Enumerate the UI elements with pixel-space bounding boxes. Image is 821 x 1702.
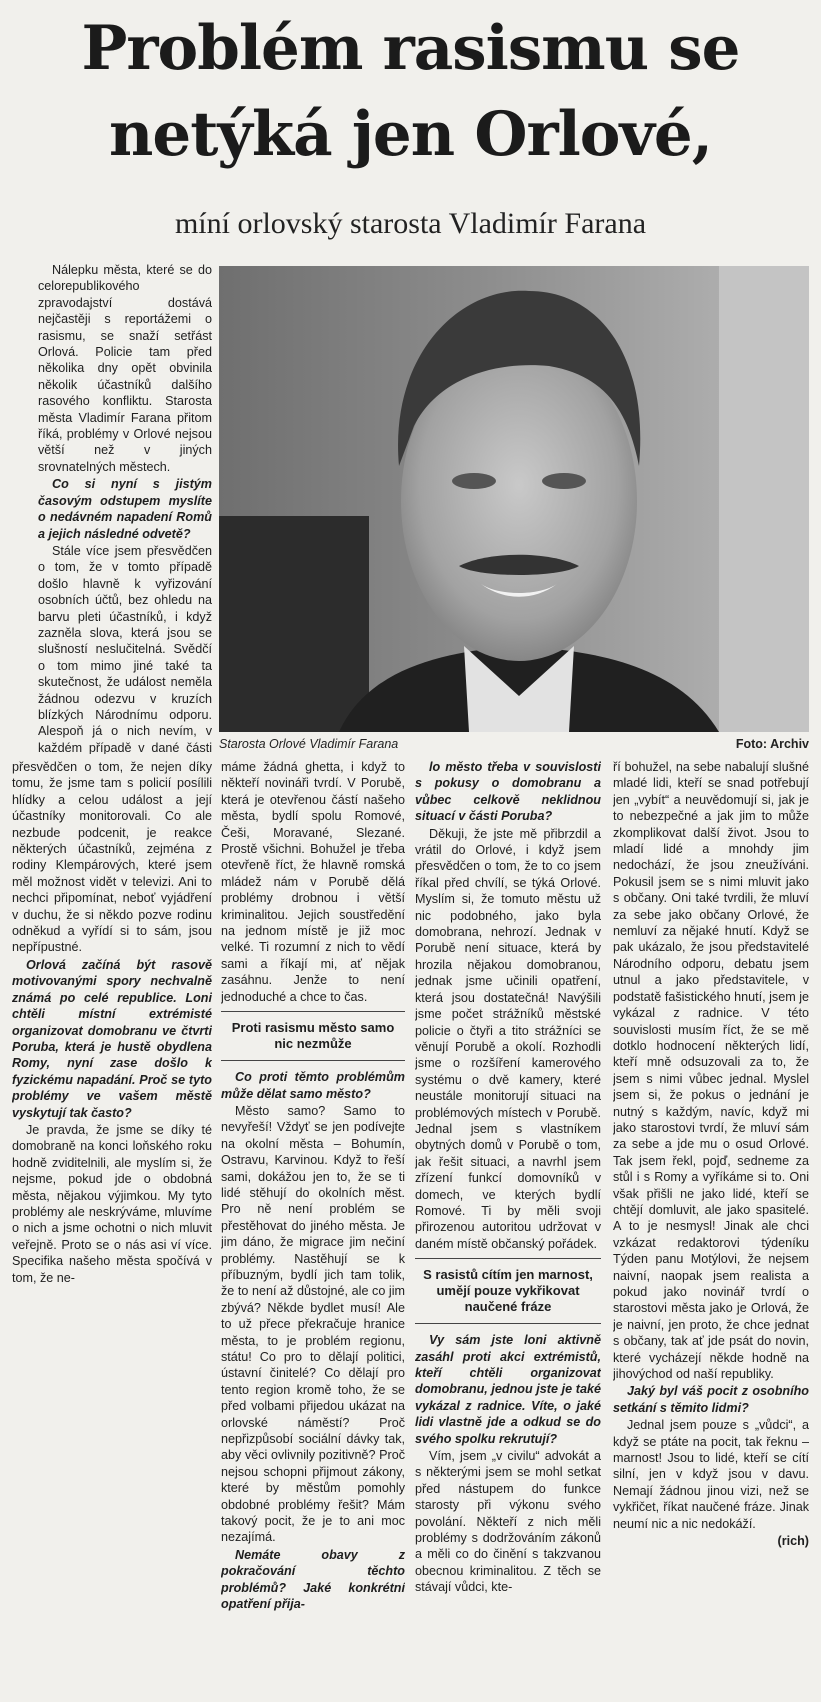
interview-question: Orlová začíná být rasově motivovanými spory nechvalně známá po celé republice. Loni chtěli místní extrémisté organizovat domobranu ve čtvrti Poruba, která je hustě obydlena Romy, nyní zase došlo k fyzickému napadání. Proč se tyto problémy ve vašem městě vyskytují tak často? xyxy=(12,957,212,1120)
article-paragraph: máme žádná ghetta, i když to někteří novináři tvrdí. V Porubě, která je otevřenou částí našeho města, bydlí spolu Romové, Češi, Moravané, Slezané. Prostě všichni. Bohužel je třeba otevřeně říct, že hlavně romská mládež nám v Porubě dělá problémy drobnou i větší kriminalitou. Jejich soustředění na jednom místě je již moc velké. Ti rozumní z nich to vědí sami a říkají mi, ať nějak zasáhnu. Jenže to není jednoduché a chce to čas. xyxy=(221,760,405,1004)
interview-question: lo město třeba v souvislosti s pokusy o domobranu a vůbec celkově neklidnou situací v části Poruba? xyxy=(415,760,601,824)
column-1-bottom xyxy=(12,759,212,1369)
interview-question: Co si nyní s jistým časovým odstupem myslíte o nedávném napadení Romů a jejich následné odvetě? xyxy=(38,477,212,541)
photo-caption-bar xyxy=(219,737,809,757)
interview-question: Co proti těmto problémům může dělat samo město? xyxy=(221,1070,405,1101)
photo-caption: Starosta Orlové Vladimír Farana xyxy=(219,737,399,751)
column-1-top xyxy=(38,262,212,754)
interview-question: Vy sám jste loni aktivně zasáhl proti akci extrémistů, kteří chtěli organizovat domobranu, jednou jste je také vykázal z radnice. Víte, o jaké lidi vlastně jde a odkud se do svého spolku rekrutují? xyxy=(415,1333,601,1446)
column-4 xyxy=(613,759,809,1699)
article-paragraph: Je pravda, že jsme se díky té domobraně na konci loňského roku hodně zviditelnili, ale myslím si, že nejsme, pokud jde o obdobná města, nějakou výjimkou. My tyto problémy ale neskrýváme, mluvíme o nich a jsme ochotni o nich mluvit veřejně. Proto se o nás asi ví více. Specifika našeho města spočívá v tom, že ne- xyxy=(12,1122,212,1285)
interview-question: Jaký byl váš pocit z osobního setkání s těmito lidmi? xyxy=(613,1384,809,1415)
headline-line-1: Problém rasismu se xyxy=(81,13,740,84)
section-heading: Proti rasismu město samo nic nezmůže xyxy=(221,1011,405,1061)
section-heading: S rasistů cítím jen marnost, umějí pouze vykřikovat naučené fráze xyxy=(415,1258,601,1324)
article-paragraph: Děkuji, že jste mě přibrzdil a vrátil do Orlové, i když jsem přesvědčen o tom, že to co jsem říkal před chvílí, se týká Orlové. Myslím si, že tomuto městu už nic podobného, jako byla domobrana, nehrozí. Jednak v Porubě není situace, která by hrozila nějakou domobranou, jednak jsme učinili opatření, která jsou dostatečná! Navýšili jsme počet strážníků městské policie o čtyři a tito strážníci se věnují Porubě a okolí. Rozhodli jsme o rozšíření kamerového systému o dvě kamery, které neustále monitorují situaci na problémových místech v Porubě. Jednal jsem s vlastníkem obytných domů v Porubě o tom, jak řešit situaci, a navrhl jsem zřízení funkcí domovníků v domech, ve kterých bydlí Romové. Ti by měli svoji přirozenou autoritou udržovat v daném místě občanský pořádek. xyxy=(415,826,601,1251)
author-signature: (rich) xyxy=(777,1534,809,1549)
article-paragraph: ří bohužel, na sebe nabalují slušné mladé lidi, kteří se snad potřebují jen „vybít“ a neuvědomují si, jak je to nebezpečné a jak jim to může zkomplikovat další život. Jsou to mladí lidé a mnohdy jim nedochází, že jsou zneužíváni. Pokusil jsem se s nimi mluvit jako s občany. Oni také tvrdili, že mluví za sebe jako občany Orlové, že nemluví za nějaké hnutí. Když se pak ukázalo, že jsou představitelé Národního odporu, debatu jsem utnul a jako představitele, v podstatě fašistického hnutí, jsem je vykázal z radnice. V této souvislosti musím říct, že se mě dotklo hodnocení některých lidí, kteří mně odsuzovali za to, že jsem s nimi vůbec jednal. Myslel jsem si, že pokus o jednání je nutný s každým, navíc, když mi jako starostovi tvrdí, že mluví sám za sebe a jde mu o osud Orlové. Tak jsem řekl, pojď, sedneme za stůl i s Romy a vyříkáme si to. Oni však přišli ne jako lidé, kteří se chtějí domluvit, ale jako spasitelé. A to je nesmysl! Jinak ale chci vzkázat redaktorovi týdeníku Týden panu Motýlovi, že nejsem naivní, naopak jsem realista a pokud jako novinář tvrdí o starostovi města jako je Orlová, že je naivní, jen proto, že chce jednat s občany, tak ať jde psát do novin, které vycházejí někde hodně na jihovýchod od naší republiky. xyxy=(613,760,809,1382)
headline-line-2: netýká jen Orlové, xyxy=(109,99,712,170)
column-3 xyxy=(415,759,601,1699)
article-paragraph: Jednal jsem pouze s „vůdci“, a když se ptáte na pocit, tak řeknu – marnost! Jsou to lidé, kteří se cítí silní, jen v když jsou v davu. Nemají žádnou jinou vizi, než se vykřičet, říkat naučené fráze. Jinak neumí nic a nic nedokáží. xyxy=(613,1418,809,1531)
column-2 xyxy=(221,759,405,1699)
subheadline: míní orlovský starosta Vladimír Farana xyxy=(174,207,647,240)
photo-credit: Foto: Archiv xyxy=(735,737,809,751)
article-paragraph: Město samo? Samo to nevyřeší! Vždyť se jen podívejte na okolní města – Bohumín, Ostravu, Karvinou. Když to řeší sami, dokážou jen to, že se ti lidé stěhují do okolních měst. Pro ně není problém se přestěhovat do jiného města. Je jim dáno, že migrace jim nečiní problémy. Nastěhují se k příbuzným, bydlí jich tam tolik, že to není až důstojné, ale co jim zbývá? Někde bydlet musí! Ale to už přece překračuje hranice města, to je problém regionu, státu! Co pro to dělají politici, ústavní činitelé? Co dělají pro tento region kromě toho, že se před volbami přijedou ukázat na orlovské náměstí? Proč nepřizpůsobí sociální dávky tak, aby věci ovlivnily pozitivně? Proč nejsou schopni přijmout zákony, které by městům pomohly obdobné problémy řešit? Mám takový pocit, že je to ani moc nezajímá. xyxy=(221,1103,405,1545)
article-paragraph: Vím, jsem „v civilu“ advokát a s některými jsem se mohl setkat před nástupem do funkce starosty při výkonu svého povolání. Někteří z nich měli problémy s dodržováním zákonů a měli co do činění s takzvanou obecnou kriminalitou. Z těch se stávají vůdci, kte- xyxy=(415,1449,601,1595)
article-paragraph: Stále více jsem přesvědčen o tom, že v tomto případě došlo hlavně k vyřizování osobních účtů, bez ohledu na barvu pleti účastníků, i když zazněla slova, která jsou se slušností neslučitelná. Svědčí o tom mimo jiné také ta skutečnost, že událost neměla žádnou odezvu v kruzích blízkých Národnímu odporu. Alespoň já o nich nevím, v každém případě v dané části xyxy=(38,543,212,754)
portrait-photo xyxy=(219,266,809,732)
article-paragraph: přesvědčen o tom, že nejen díky tomu, že jsme tam s policií posílili hlídky a celou událost a její účastníky monitorovali. Co ale nezbude podcenit, je reakce některých účastníků, zejména z rodiny Klempárových, které jsem měl možnost vidět v televizi. Ani to nechci připomínat, neboť vyjádření v duchu, že si někdo pozve rodinu odněkud a vyřídí si to sám, jsou nepřípustné. xyxy=(12,760,212,955)
interview-question: Nemáte obavy z pokračování těchto problémů? Jaké konkrétní opatření přija- xyxy=(221,1547,405,1612)
headline xyxy=(0,6,821,178)
article-paragraph: Nálepku města, které se do celorepublikového zpravodajství dostává nejčastěji s reportážemi o rasismu, se snaží setřást Orlová. Policie tam před několika dny opět obvinila několik účastníků dalšího rasového konfliktu. Starosta města Vladimír Farana přitom říká, problémy v Orlové nejsou větší než v jiných srovnatelných městech. xyxy=(38,263,212,474)
